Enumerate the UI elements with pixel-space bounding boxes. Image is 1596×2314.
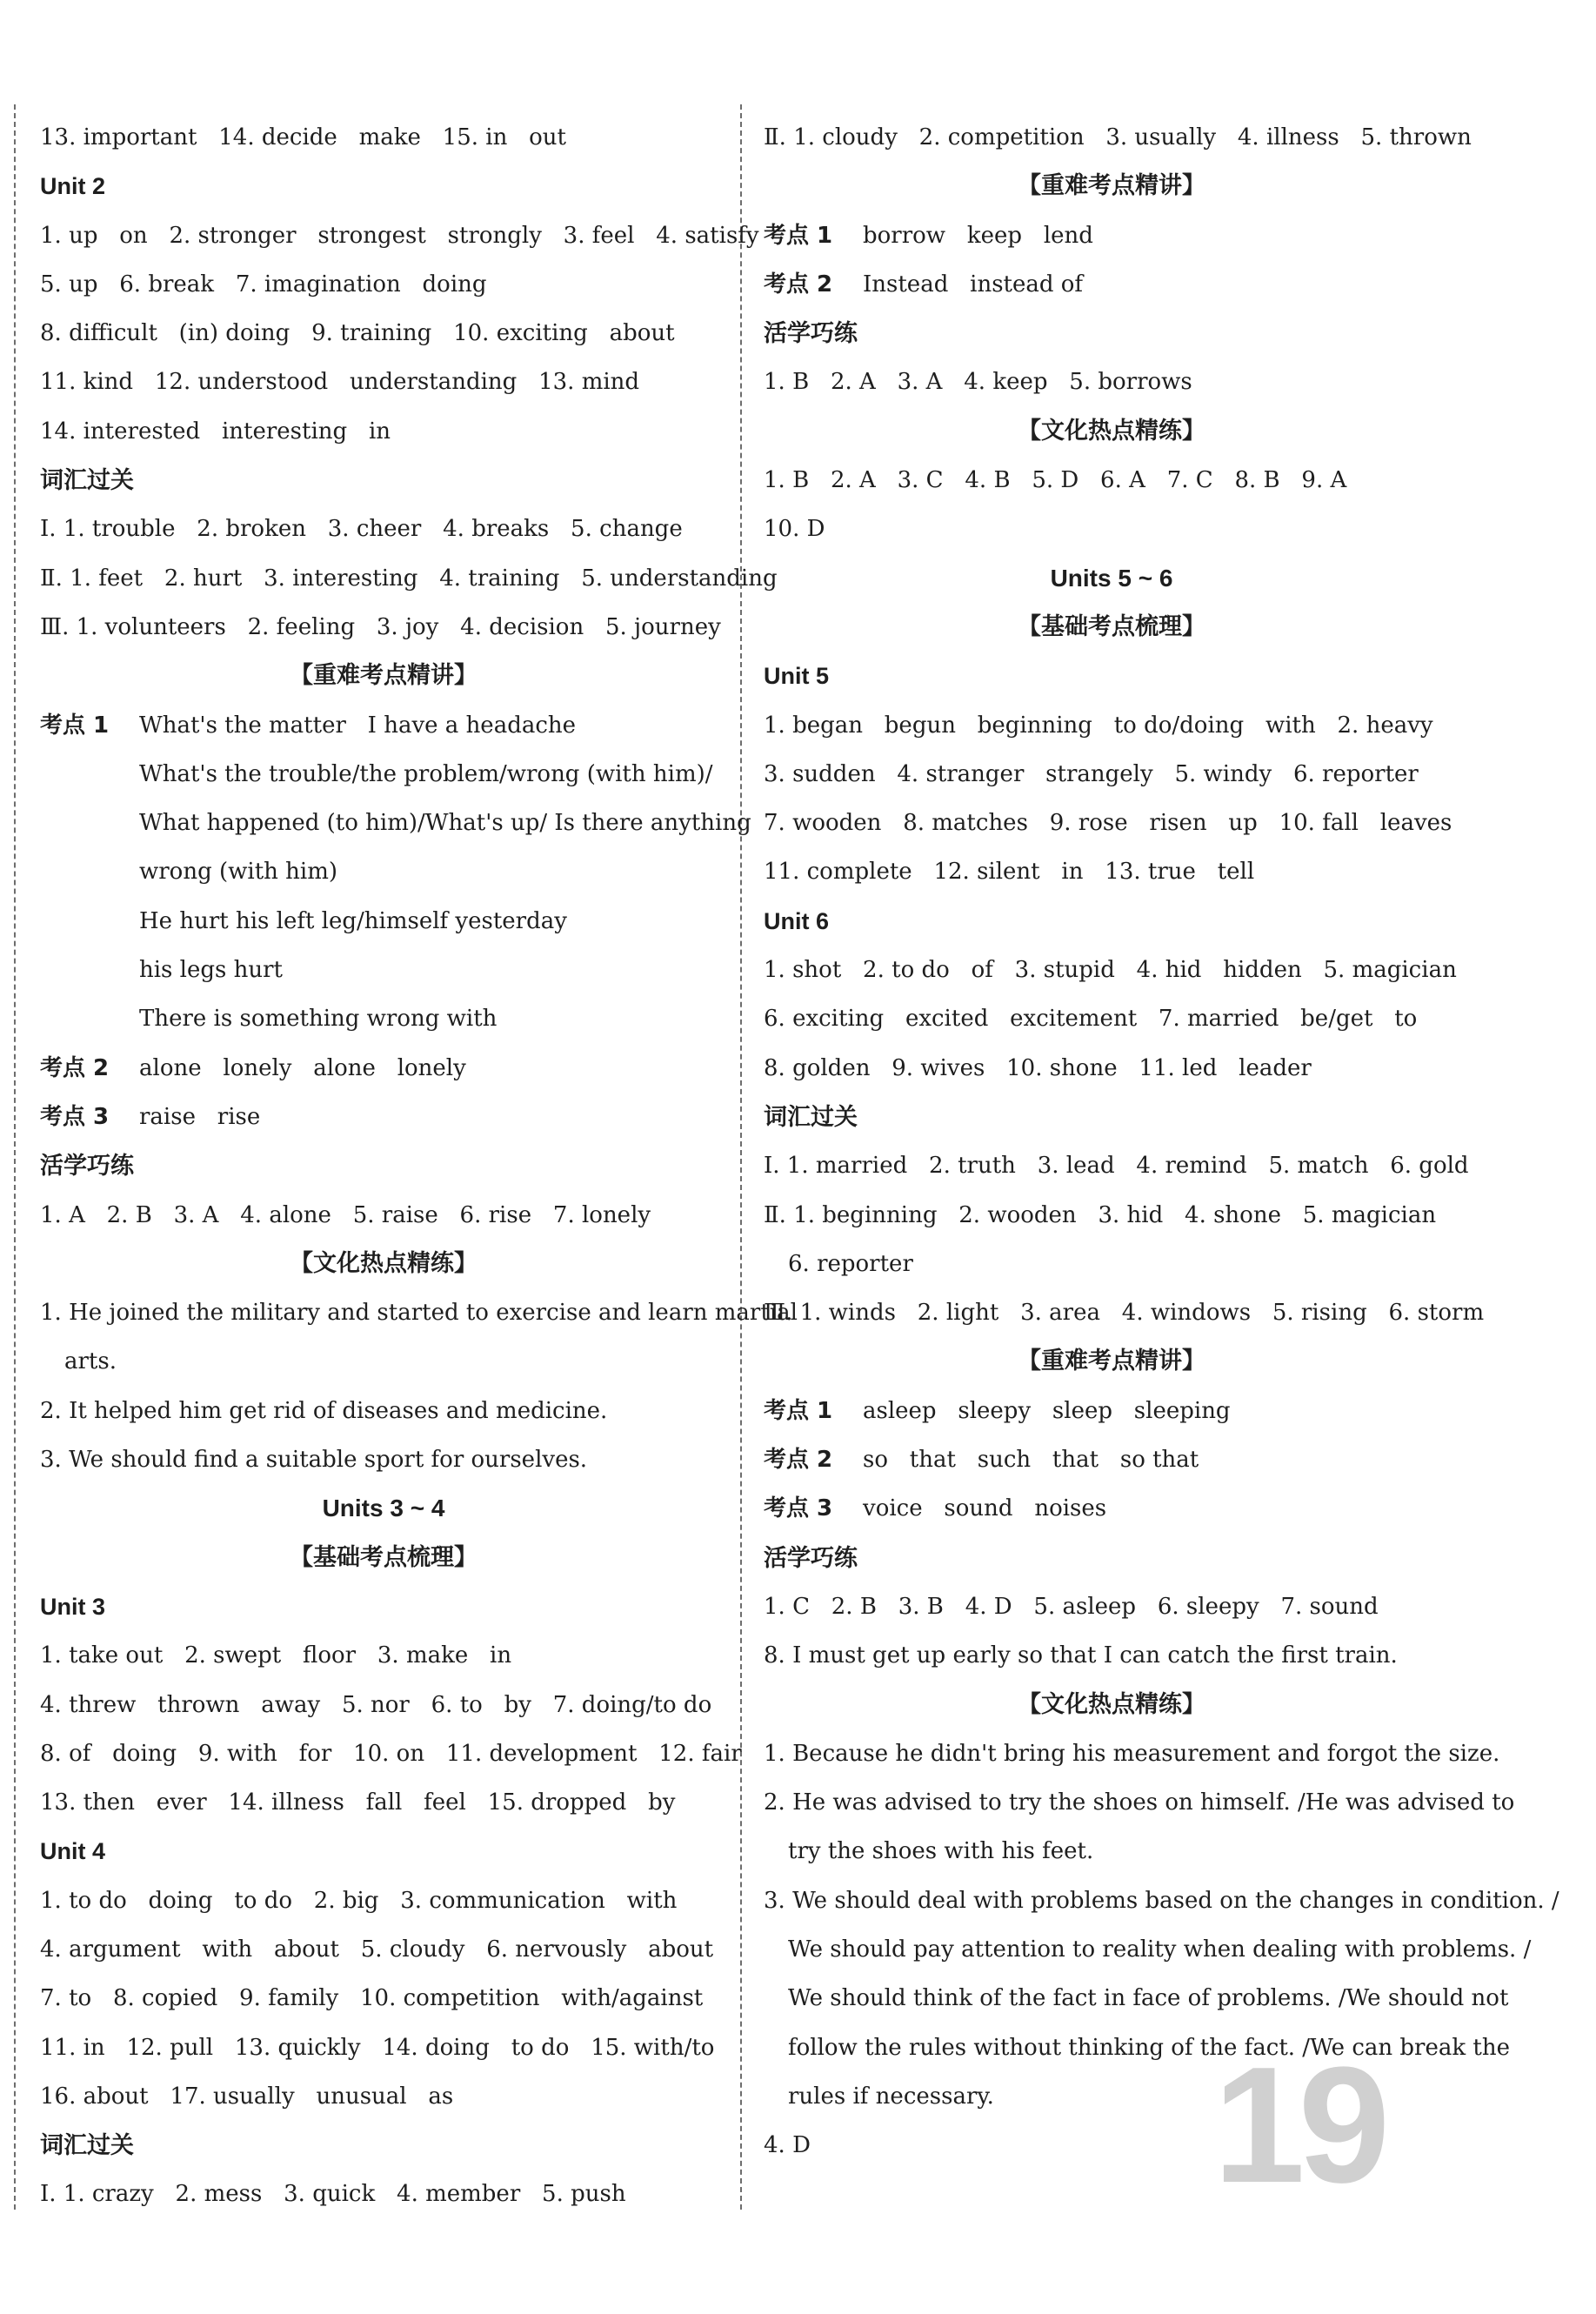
answer-line: 11. in 12. pull 13. quickly 14. doing to do 15. with/to — [40, 2034, 715, 2061]
answer-line: 8. of doing 9. with for 10. on 11. development 12. fair — [40, 1740, 742, 1767]
section-heading: 活学巧练 — [764, 320, 858, 347]
section-title: 【文化热点精练】 — [1018, 1690, 1205, 1718]
answer-continuation: We should pay attention to reality when dealing with problems. / — [788, 1936, 1532, 1963]
key-point-line — [764, 1484, 1459, 1533]
answer-continuation: We should think of the fact in face of problems. /We should not — [788, 1985, 1509, 2012]
answer-continuation: rules if necessary. — [788, 2083, 994, 2110]
answer-line: 2. He was advised to try the shoes on himself. /He was advised to — [764, 1789, 1515, 1816]
answer-line: Ⅱ. 1. cloudy 2. competition 3. usually 4. illness 5. thrown — [764, 124, 1472, 150]
key-point-continuation: wrong (with him) — [139, 859, 338, 886]
answer-line: 1. C 2. B 3. B 4. D 5. asleep 6. sleepy 7. sound — [764, 1593, 1379, 1620]
key-point-line — [764, 260, 1459, 309]
key-point-line — [764, 1435, 1459, 1484]
section-title: 【文化热点精练】 — [1018, 417, 1205, 445]
key-point-label: 考点 3 — [40, 1103, 110, 1130]
section-heading: Unit 6 — [764, 907, 830, 934]
answer-continuation: arts. — [64, 1348, 117, 1375]
key-point-label: 考点 1 — [764, 1397, 833, 1424]
answer-line: 1. B 2. A 3. C 4. B 5. D 6. A 7. C 8. B 9. A — [764, 467, 1347, 494]
key-point-label: 考点 2 — [764, 271, 833, 298]
key-point-label: 考点 2 — [40, 1054, 110, 1081]
left-margin-rule — [14, 104, 16, 2210]
section-title: 【重难考点精讲】 — [1018, 1348, 1205, 1375]
section-heading: Unit 5 — [764, 663, 830, 690]
key-point-text: What's the matter I have a headache — [139, 712, 577, 739]
answer-line: 11. kind 12. understood understanding 13. mind — [40, 369, 640, 396]
key-point-line — [40, 1093, 727, 1141]
answer-line: 3. We should find a suitable sport for ourselves. — [40, 1447, 588, 1474]
key-point-label: 考点 1 — [40, 712, 110, 739]
page-number: 19 — [1213, 2033, 1384, 2217]
section-heading: 词汇过关 — [764, 1103, 858, 1130]
answer-line: 7. wooden 8. matches 9. rose risen up 10. fall leaves — [764, 810, 1452, 837]
section-title: 【基础考点梳理】 — [1018, 612, 1205, 640]
answer-line: 5. up 6. break 7. imagination doing — [40, 271, 487, 298]
answer-line: 3. sudden 4. stranger strangely 5. windy 6. reporter — [764, 760, 1419, 787]
answer-line: 1. A 2. B 3. A 4. alone 5. raise 6. rise 7. lonely — [40, 1201, 651, 1228]
answer-line: 13. then ever 14. illness fall feel 15. dropped by — [40, 1789, 676, 1816]
answer-continuation: follow the rules without thinking of the fact. /We can break the — [788, 2034, 1510, 2061]
column-divider — [740, 104, 742, 2210]
key-point-text: Instead instead of — [863, 271, 1084, 298]
units-title: Units 5 ~ 6 — [1050, 564, 1173, 592]
answer-line: 4. D — [764, 2132, 811, 2159]
section-title: 【重难考点精讲】 — [1018, 172, 1205, 200]
section-heading: Unit 2 — [40, 173, 106, 200]
section-heading: 词汇过关 — [40, 2132, 134, 2159]
key-point-text: raise rise — [139, 1103, 261, 1130]
section-heading: 词汇过关 — [40, 467, 134, 494]
answer-line: 3. We should deal with problems based on the changes in condition. / — [764, 1887, 1559, 1914]
answer-line: Ⅰ. 1. trouble 2. broken 3. cheer 4. breaks 5. change — [40, 516, 683, 543]
answer-line: 4. threw thrown away 5. nor 6. to by 7. doing/to do — [40, 1691, 712, 1718]
key-point-text: so that such that so that — [863, 1447, 1199, 1474]
answer-line: 6. exciting excited excitement 7. married be/get to — [764, 1006, 1418, 1033]
section-title: 【重难考点精讲】 — [290, 662, 477, 690]
right-column — [764, 113, 1559, 2170]
answer-line: 8. golden 9. wives 10. shone 11. led leader — [764, 1054, 1312, 1081]
answer-line: 11. complete 12. silent in 13. true tell — [764, 859, 1255, 886]
answer-line: 1. He joined the military and started to exercise and learn martial — [40, 1300, 798, 1327]
answer-line: 13. important 14. decide make 15. in out — [40, 124, 566, 150]
section-title: 【基础考点梳理】 — [290, 1543, 477, 1571]
answer-line: 14. interested interesting in — [40, 418, 391, 445]
answer-line: 8. difficult (in) doing 9. training 10. exciting about — [40, 320, 675, 347]
key-point-line — [764, 211, 1459, 260]
key-point-text: borrow keep lend — [863, 222, 1093, 249]
answer-line: Ⅱ. 1. beginning 2. wooden 3. hid 4. shone 5. magician — [764, 1201, 1437, 1228]
answer-line: 2. It helped him get rid of diseases and medicine. — [40, 1397, 608, 1424]
answer-continuation: try the shoes with his feet. — [788, 1838, 1094, 1865]
answer-line: 1. B 2. A 3. A 4. keep 5. borrows — [764, 369, 1192, 396]
answer-line: 4. argument with about 5. cloudy 6. nervously about — [40, 1936, 714, 1963]
key-point-label: 考点 1 — [764, 222, 833, 249]
key-point-text: asleep sleepy sleep sleeping — [863, 1397, 1231, 1424]
section-heading: Unit 3 — [40, 1593, 106, 1620]
key-point-text: voice sound noises — [863, 1495, 1107, 1522]
answer-line: 8. I must get up early so that I can catch the first train. — [764, 1642, 1398, 1669]
key-point-continuation: There is something wrong with — [139, 1006, 497, 1033]
key-point-line — [764, 1387, 1459, 1435]
key-point-continuation: What's the trouble/the problem/wrong (with him)/ — [139, 760, 713, 787]
key-point-continuation: He hurt his left leg/himself yesterday — [139, 907, 567, 934]
answer-line: 1. Because he didn't bring his measurement and forgot the size. — [764, 1740, 1500, 1767]
answer-line: 7. to 8. copied 9. family 10. competition with/against — [40, 1985, 704, 2012]
key-point-line — [40, 701, 727, 750]
answer-line: 1. take out 2. swept floor 3. make in — [40, 1642, 512, 1669]
section-heading: 活学巧练 — [40, 1153, 134, 1180]
key-point-label: 考点 2 — [764, 1447, 833, 1474]
key-point-text: alone lonely alone lonely — [139, 1054, 466, 1081]
section-heading: Unit 4 — [40, 1838, 106, 1865]
section-title: 【文化热点精练】 — [290, 1249, 477, 1277]
section-heading: 活学巧练 — [764, 1544, 858, 1571]
key-point-label: 考点 3 — [764, 1495, 833, 1522]
key-point-continuation: his legs hurt — [139, 957, 283, 984]
key-point-line — [40, 1044, 727, 1093]
answer-line: Ⅰ. 1. married 2. truth 3. lead 4. remind 5. match 6. gold — [764, 1153, 1469, 1180]
units-title: Units 3 ~ 4 — [322, 1495, 445, 1522]
answer-line: 1. shot 2. to do of 3. stupid 4. hid hidden 5. magician — [764, 957, 1457, 984]
answer-line: 10. D — [764, 516, 825, 543]
answer-line: Ⅲ. 1. winds 2. light 3. area 4. windows 5. rising 6. storm — [764, 1300, 1485, 1327]
answer-line: 16. about 17. usually unusual as — [40, 2083, 454, 2110]
answer-line: Ⅱ. 1. feet 2. hurt 3. interesting 4. training 5. understanding — [40, 565, 778, 592]
answer-continuation: 6. reporter — [788, 1250, 913, 1277]
answer-line: Ⅰ. 1. crazy 2. mess 3. quick 4. member 5. push — [40, 2181, 626, 2208]
answer-line: 1. to do doing to do 2. big 3. communication with — [40, 1887, 678, 1914]
answer-line: 1. began begun beginning to do/doing with 2. heavy — [764, 712, 1433, 739]
answer-line: 1. up on 2. stronger strongest strongly 3. feel 4. satisfy — [40, 222, 759, 249]
key-point-continuation: What happened (to him)/What's up/ Is there anything — [139, 810, 751, 837]
answer-line: Ⅲ. 1. volunteers 2. feeling 3. joy 4. decision 5. journey — [40, 613, 721, 640]
